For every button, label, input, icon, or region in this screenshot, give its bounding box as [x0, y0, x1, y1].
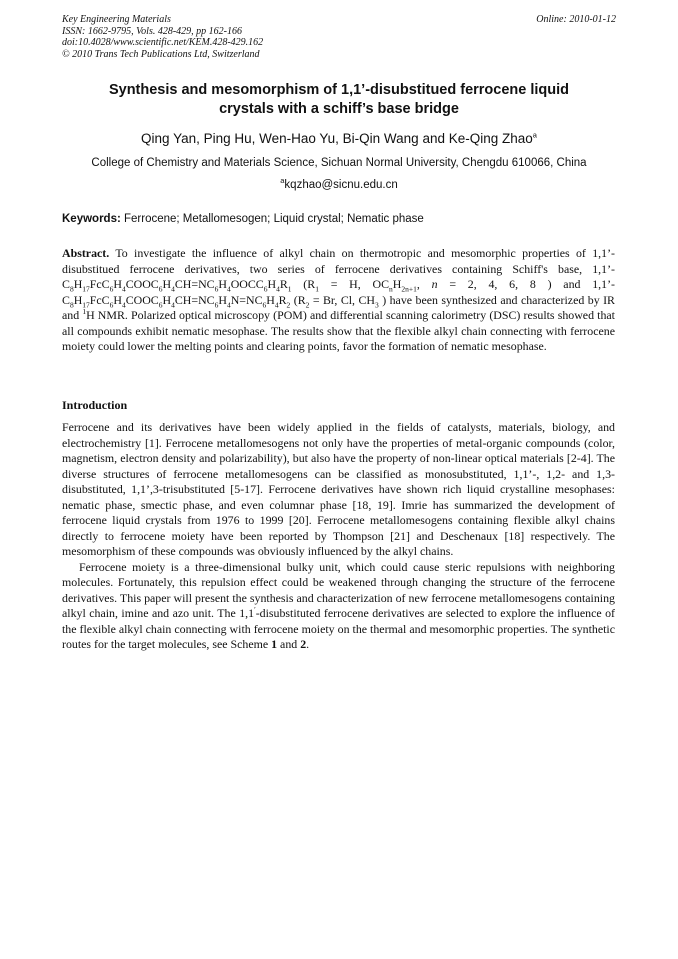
title-line-2: crystals with a schiff’s base bridge	[219, 101, 459, 117]
affiliation: College of Chemistry and Materials Science, Sichuan Normal University, Chengdu 610066, China	[91, 157, 587, 169]
keywords-text: Ferrocene; Metallomesogen; Liquid crystal; Nematic phase	[124, 213, 424, 225]
subscript: 4	[226, 299, 231, 309]
subscript: 4	[121, 284, 126, 294]
subscript: 6	[263, 284, 268, 294]
formula-text: R	[278, 292, 287, 307]
paper-title	[62, 81, 616, 119]
journal-header	[62, 14, 616, 60]
subscript: 4	[171, 284, 175, 294]
journal-name: Key Engineering Materials	[62, 14, 171, 25]
subscript: 4	[226, 284, 231, 294]
subscript: 4	[276, 284, 280, 294]
subscript: 6	[109, 284, 114, 294]
scheme-ref-1[interactable]: 1	[271, 637, 278, 651]
author-list	[62, 130, 616, 148]
subscript: 1	[287, 284, 292, 294]
subscript: 6	[262, 299, 267, 309]
title-line-1: Synthesis and mesomorphism of 1,1’-disubstitued ferrocene liquid	[108, 82, 570, 98]
subscript: 3	[375, 299, 379, 309]
section-heading-introduction: Introduction	[62, 398, 128, 412]
abstract-text: To investigate the influence of alkyl chain on thermotropic and mesomorphic properties of 1,1’-disubstitued ferrocene derivatives, two series of ferrocene derivatives containing Schiff's base, 1,1’-C	[62, 246, 615, 291]
subscript: 6	[109, 299, 114, 309]
superscript: 1	[82, 307, 87, 317]
formula-text: H	[218, 292, 227, 307]
formula-text: H	[73, 292, 83, 307]
formula-text: H	[162, 292, 172, 307]
subscript: 6	[158, 299, 163, 309]
abstract-text: = 2, 4, 6, 8 ) and 1,1’-C	[62, 277, 616, 307]
formula-text: = H, OC	[318, 277, 390, 291]
author-marker: a	[532, 130, 537, 140]
formula-text: ,	[416, 277, 432, 291]
abstract-label: Abstract.	[62, 246, 110, 260]
formula-text: N=NC	[230, 292, 263, 307]
formula-text: (R	[291, 277, 316, 291]
formula-text: H	[73, 277, 83, 291]
issn-line: ISSN: 1662-9795, Vols. 428-429, pp 162-166	[62, 25, 242, 37]
corresponding-email	[62, 178, 616, 192]
paragraph-text: -disubstituted ferrocene derivatives are selected to explore the influence of the flexible alkyl chain connecting with ferrocene moiety on the thermal and mesomorphic properties. The synthetic routes for the target molecules, see Scheme	[62, 606, 615, 651]
formula-text: H	[113, 277, 122, 291]
subscript: 8	[69, 284, 74, 294]
formula-text: CH=NC	[174, 292, 215, 307]
copyright-line: © 2010 Trans Tech Publications Ltd, Switzerland	[62, 48, 260, 60]
paragraph-text: .	[306, 637, 310, 651]
subscript: 8	[69, 299, 74, 309]
intro-paragraph-1: Ferrocene and its derivatives have been widely applied in the fields of catalysts, materials, biology, and electrochemistry [1]. Ferrocene metallomesogens not only have the properties of metal-organic compounds (color, magnetism, electron density and polarizability), but also have the property of non-linear optical materials [2-4]. The diverse structures of ferrocene metallomesogens can be classified as monosubstituted, 1,1’-, 1,2- and 1,3-disubstituted, 1,1’,3-trisubstituted [5-17]. Ferrocene derivatives have shown rich liquid crystalline mesophases: nematic phase, smectic phase, and even columnar phase [18, 19]. Imrie has summarized the development of ferrocene liquid crystals from 1976 to 1999 [20]. Ferrocene metallomesogens containing flexible alkyl chains directly to ferrocene moiety have been reported by Thompson [21] and Deschenaux [18] respectively. The mesomorphism of these compounds was obviously influenced by the alkyl chains.	[62, 420, 615, 558]
subscript: 2	[305, 299, 310, 309]
formula-text: H	[267, 277, 277, 291]
subscript: 17	[82, 284, 90, 294]
formula-text: COOC	[125, 277, 159, 291]
intro-paragraph-2	[62, 560, 615, 653]
formula-text: H	[266, 292, 275, 307]
formula-text: CH=NC	[174, 277, 215, 291]
formula-text: H	[113, 292, 122, 307]
paragraph-text: and	[277, 637, 301, 651]
formula-text: H	[218, 277, 227, 291]
subscript: 6	[214, 284, 219, 294]
abstract-text: ) have been synthesized and characterized by IR and	[62, 292, 615, 322]
online-date: Online: 2010-01-12	[536, 14, 616, 25]
email-marker: a	[280, 176, 285, 186]
italic-n: n	[431, 277, 438, 291]
subscript: 4	[274, 299, 279, 309]
doi-line[interactable]: doi:10.4028/www.scientific.net/KEM.428-429.162	[62, 37, 264, 48]
subscript: 1	[315, 284, 319, 294]
author-names: Qing Yan, Ping Hu, Wen-Hao Yu, Bi-Qin Wang and Ke-Qing Zhao	[141, 131, 533, 146]
introduction-body	[62, 420, 615, 653]
abstract	[62, 246, 615, 355]
abstract-text: H NMR. Polarized optical microscopy (POM) and differential scanning calorimetry (DSC) results showed that all compounds exhibit nematic mesophase. The results show that the flexible alkyl chain connecting with ferrocene moiety could lower the melting points and clearing points, favor the formation of nematic mesophase.	[62, 308, 615, 353]
formula-text: FcC	[89, 292, 110, 307]
formula-text: COOC	[125, 292, 159, 307]
email-address[interactable]: kqzhao@sicnu.edu.cn	[284, 179, 398, 191]
formula-text: H	[392, 277, 402, 291]
scheme-ref-2[interactable]: 2	[300, 637, 307, 651]
formula-text: FcC	[89, 277, 110, 291]
paragraph-text: Ferrocene moiety is a three-dimensional bulky unit, which could cause steric repulsions with neighboring molecules. Fortunately, this repulsion effect could be weakened through changing the structure of the ferrocene derivatives. This paper will present the synthesis and characterization of new ferrocene metallomesogens containing alkyl chain, imine and azo unit. The 1,1	[62, 559, 615, 620]
subscript: 6	[158, 284, 163, 294]
subscript: 17	[82, 299, 90, 309]
formula-text: (R	[290, 292, 306, 307]
keywords	[62, 212, 616, 226]
subscript: 6	[214, 299, 219, 309]
subscript: 4	[171, 299, 175, 309]
formula-text: OOCC	[230, 277, 264, 291]
subscript: 2n+1	[401, 284, 417, 294]
superscript: ′	[254, 605, 256, 615]
subscript: 2	[286, 299, 291, 309]
keywords-label: Keywords:	[62, 213, 121, 225]
formula-text: = Br, Cl, CH	[309, 292, 375, 307]
subscript: 4	[121, 299, 126, 309]
formula-text: H	[162, 277, 172, 291]
formula-text: R	[279, 277, 288, 291]
subscript: n	[389, 284, 393, 294]
